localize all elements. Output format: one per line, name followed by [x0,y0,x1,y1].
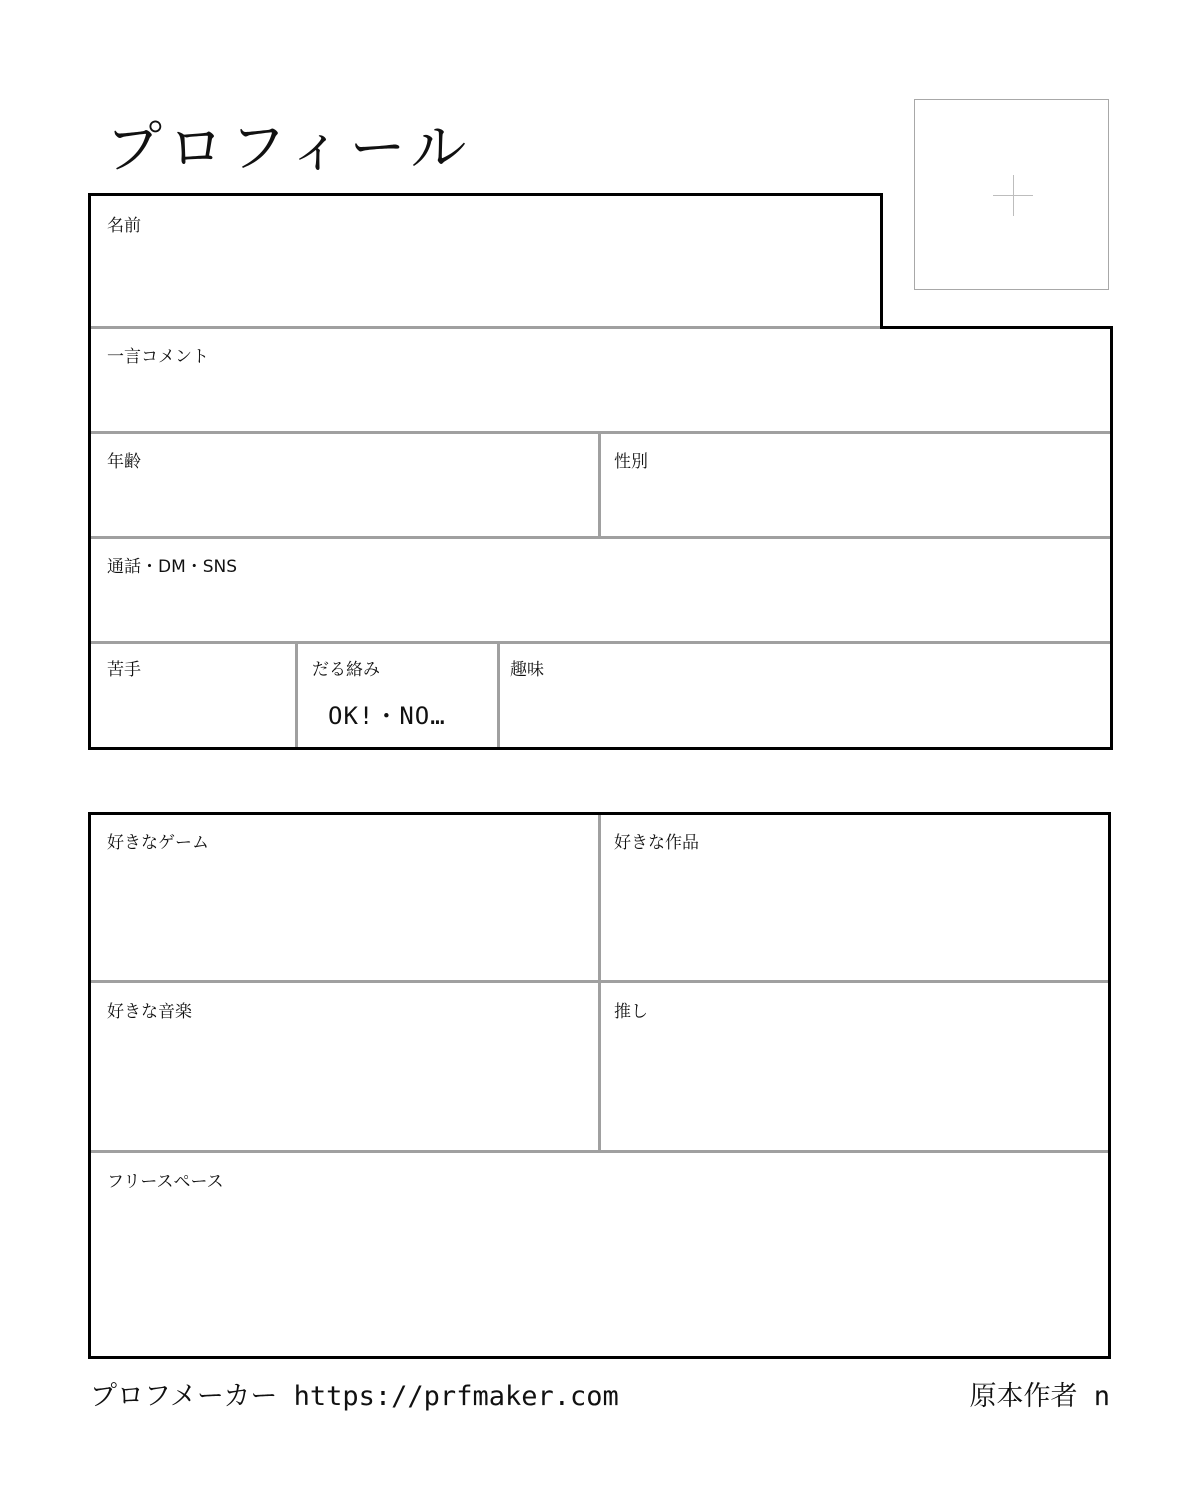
fav-game-label: 好きなゲーム [107,833,209,853]
age-label: 年齢 [107,452,141,472]
footer-maker-credit: プロフメーカー https://prfmaker.com [90,1381,619,1412]
comment-label: 一言コメント [107,347,209,367]
daru-value: OK!・NO… [328,702,446,730]
footer-author-credit: 原本作者 n [969,1381,1110,1412]
daru-label: だる絡み [312,660,380,680]
photo-upload-box[interactable] [914,99,1109,290]
hobby-label: 趣味 [510,660,544,680]
gender-label: 性別 [614,452,648,472]
contact-label: 通話・DM・SNS [107,557,238,577]
dislikes-label: 苦手 [107,660,141,680]
page-title: プロフィール [106,116,473,181]
oshi-label: 推し [614,1002,648,1022]
fav-music-label: 好きな音楽 [107,1002,192,1022]
name-label: 名前 [107,216,141,236]
free-space-label: フリースペース [107,1172,224,1192]
fav-work-label: 好きな作品 [614,833,699,853]
